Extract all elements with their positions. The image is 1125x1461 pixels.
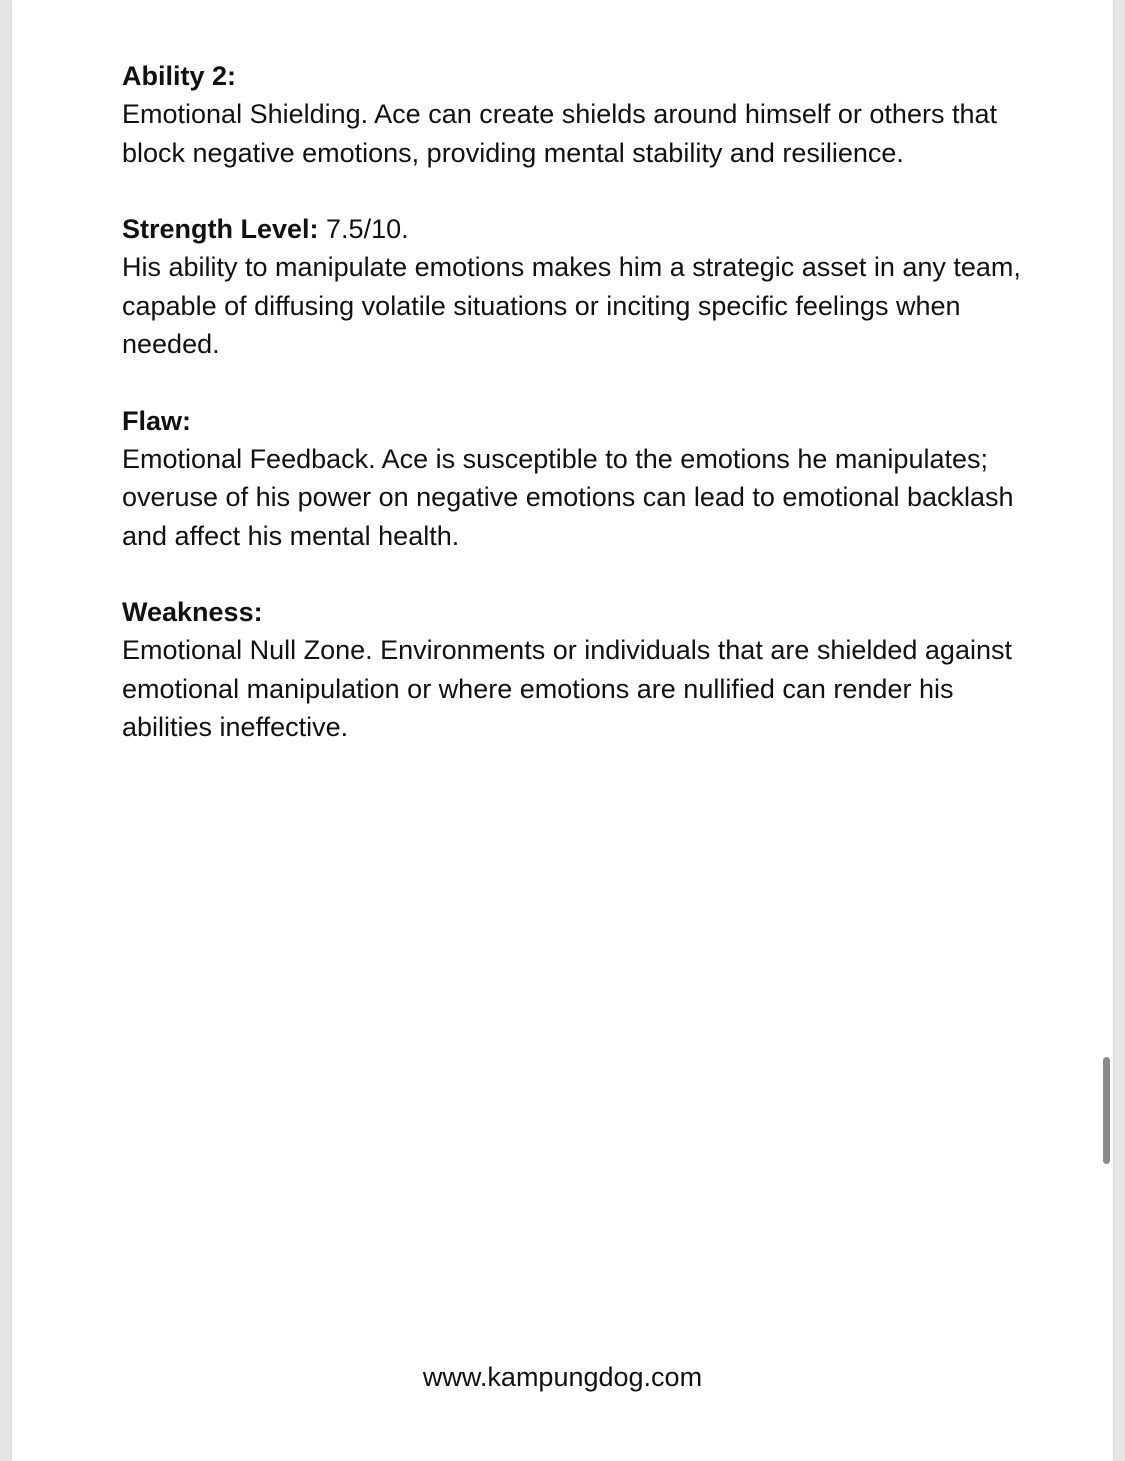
document-page bbox=[12, 0, 1113, 1461]
section-body: His ability to manipulate emotions makes him a strategic asset in any team, capable of diffusing volatile situations or inciting specific feelings when needed. bbox=[122, 252, 1021, 360]
section-heading-line bbox=[122, 593, 1022, 631]
strength-value: 7.5/10. bbox=[318, 214, 409, 245]
section-heading: Flaw: bbox=[122, 405, 192, 436]
vertical-scrollbar[interactable] bbox=[1099, 0, 1113, 1461]
section-flaw bbox=[122, 402, 1022, 555]
section-heading-line bbox=[122, 57, 1022, 95]
section-strength-level bbox=[122, 210, 1022, 363]
page-footer-url: www.kampungdog.com bbox=[422, 1362, 703, 1392]
section-body: Emotional Feedback. Ace is susceptible to the emotions he manipulates; overuse of his power on negative emotions can lead to emotional backlash and affect his mental health. bbox=[122, 443, 1014, 551]
section-ability-2 bbox=[122, 57, 1022, 172]
section-body: Emotional Null Zone. Environments or individuals that are shielded against emotional manipulation or where emotions are nullified can render his abilities ineffective. bbox=[122, 635, 1012, 743]
section-weakness bbox=[122, 593, 1022, 746]
page-content bbox=[122, 57, 1022, 785]
section-body: Emotional Shielding. Ace can create shields around himself or others that block negative emotions, providing mental stability and resilience. bbox=[122, 99, 997, 168]
section-heading-line bbox=[122, 210, 1022, 248]
section-heading: Strength Level: bbox=[122, 214, 319, 245]
section-heading: Ability 2: bbox=[122, 61, 237, 91]
section-heading: Weakness: bbox=[122, 597, 263, 628]
scrollbar-thumb[interactable] bbox=[1103, 1057, 1110, 1164]
section-heading-line bbox=[122, 402, 1022, 440]
